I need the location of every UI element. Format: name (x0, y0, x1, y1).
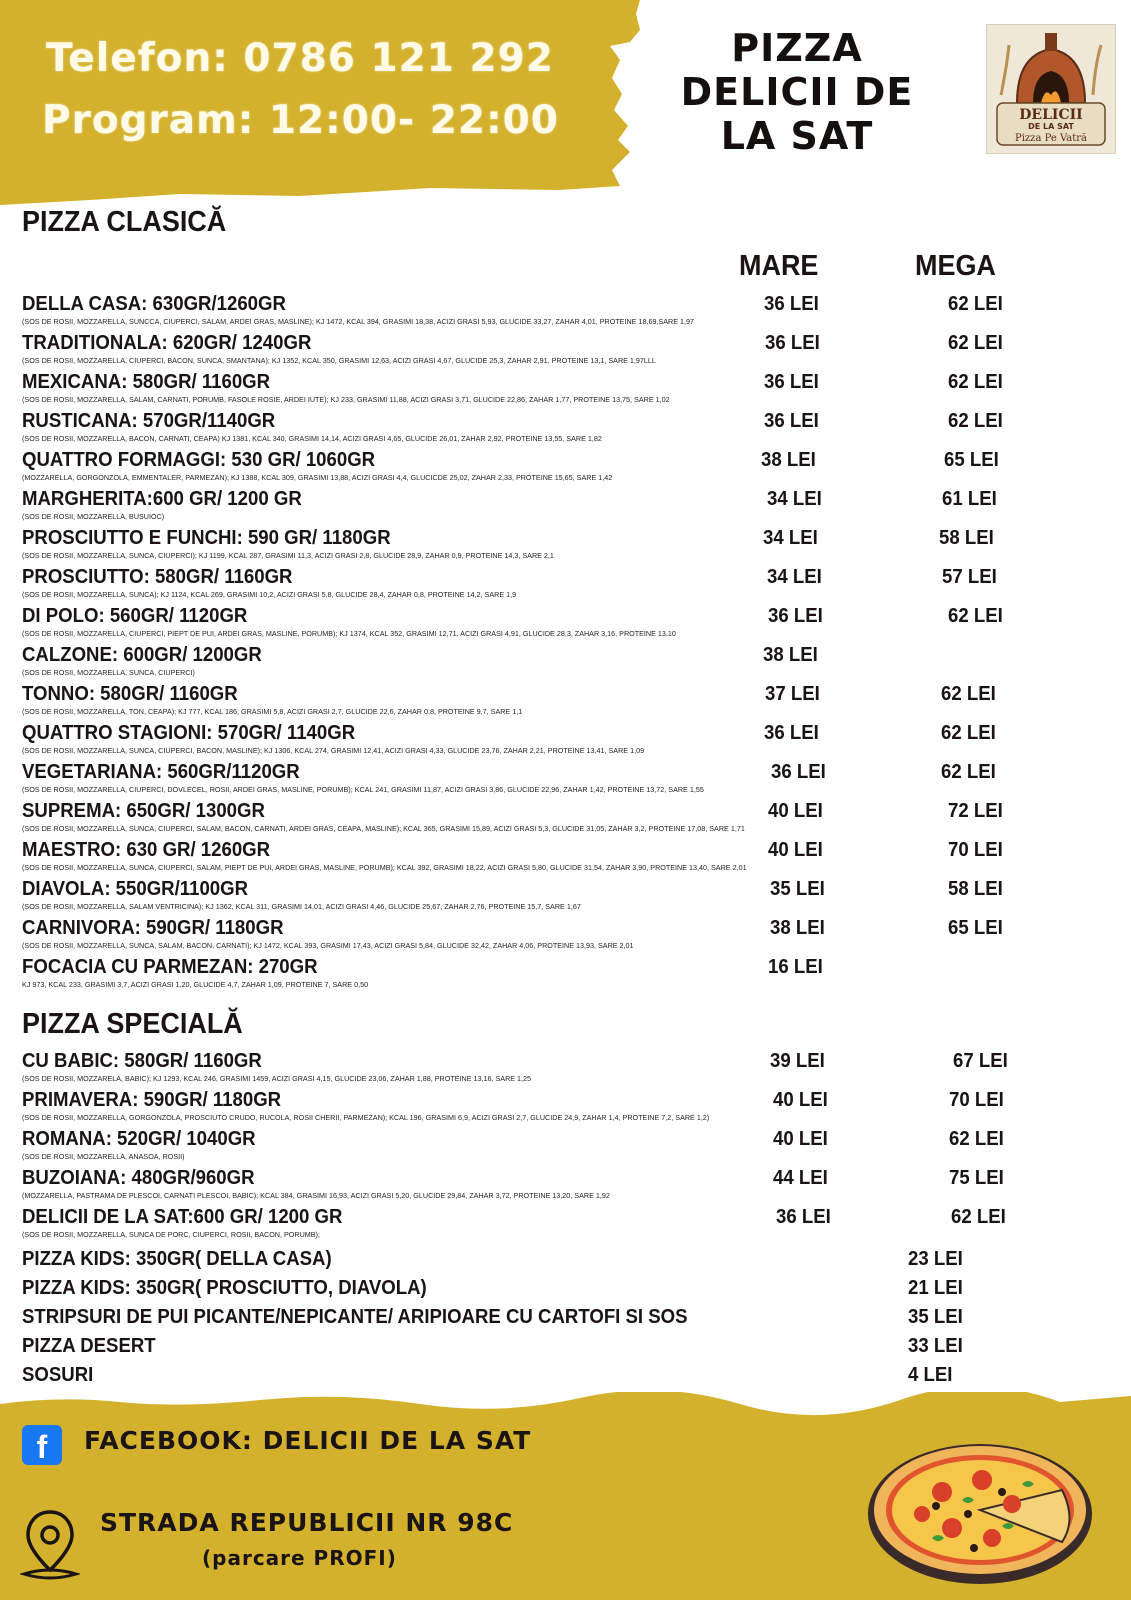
phone-number[interactable]: Telefon: 0786 121 292 (46, 36, 554, 81)
pizza-name: PROSCIUTTO: 580GR/ 1160GR (22, 566, 293, 588)
pizza-clasica-item (22, 878, 1122, 918)
pizza-name: PROSCIUTTO E FUNCHI: 590 GR/ 1180GR (22, 527, 391, 549)
price-mare: 34 LEI (767, 566, 822, 588)
price-mare: 37 LEI (765, 683, 820, 705)
extra-name: PIZZA DESERT (22, 1335, 156, 1357)
price-mega: 65 LEI (944, 449, 999, 471)
pizza-ingredients: (MOZZARELLA, PASTRAMA DE PLESCOI, CARNATI PLESCOI, BABIC); KCAL 384, GRASIMI 16,93, ACIZI GRASI 5,20, GLUCIDE 29,84, ZAHAR 3,72, PROTEINE 13,20, SARE 1,92 (22, 1191, 610, 1200)
price-mega: 62 LEI (948, 410, 1003, 432)
pizza-speciala-item (22, 1167, 1122, 1207)
pizza-name: TRADITIONALA: 620GR/ 1240GR (22, 332, 312, 354)
pizza-ingredients: (SOS DE ROSII, MOZZARELLA, SUNCCA, CIUPERCI, SALAM, ARDEI GRAS, MASLINE); KJ 1472, KCAL 394, GRASIMI 18,38, ACIZI GRASI 5,93, GLUCIDE 33,27, ZAHAR 4,01, PROTEINE 18,69,SARE 1,97 (22, 317, 694, 326)
pizza-name: CALZONE: 600GR/ 1200GR (22, 644, 262, 666)
pizza-ingredients: (SOS DE ROSII, MOZZARELLA, SUNCA); KJ 1124, KCAL 269, GRASIMI 10,2, ACIZI GRASI 5,8, GLUCIDE 28,4, ZAHAR 0,8, PROTEINE 14,2, SARE 1,9 (22, 590, 517, 599)
price-mare: 34 LEI (763, 527, 818, 549)
pizza-name: QUATTRO FORMAGGI: 530 GR/ 1060GR (22, 449, 376, 471)
extra-price: 4 LEI (908, 1364, 953, 1386)
pizza-speciala-item (22, 1206, 1122, 1246)
pizza-ingredients: KJ 973, KCAL 233, GRASIMI 3,7, ACIZI GRASI 1,20, GLUCIDE 4,7, ZAHAR 1,09, PROTEINE 7, SARE 0,50 (22, 980, 369, 989)
extra-name: PIZZA KIDS: 350GR( PROSCIUTTO, DIAVOLA) (22, 1277, 427, 1299)
pizza-name: RUSTICANA: 570GR/1140GR (22, 410, 276, 432)
extra-price: 21 LEI (908, 1277, 963, 1299)
price-mega: 62 LEI (941, 722, 996, 744)
extra-name: STRIPSURI DE PUI PICANTE/NEPICANTE/ ARIPIOARE CU CARTOFI SI SOS (22, 1306, 688, 1328)
price-mare: 38 LEI (763, 644, 818, 666)
parking-note: (parcare PROFI) (202, 1546, 397, 1570)
pizza-ingredients: (SOS DE ROSII, MOZZARELLA, SUNCA, CIUPERCI) (22, 668, 195, 677)
price-mare: 36 LEI (776, 1206, 831, 1228)
price-mega: 62 LEI (949, 1128, 1004, 1150)
pizza-name: BUZOIANA: 480GR/960GR (22, 1167, 255, 1189)
pizza-ingredients: (SOS DE ROSII, MOZZARELLA, GORGONZOLA, PROSCIUTO CRUDO, RUCOLA, ROSII CHERII, PARMEZAN); KCAL 196, GRASIMI 6,9, ACIZI GRASI 2,7, GLUCIDE 24,9, ZAHAR 1,4, PROTEINE 7,2, SARE 1,2) (22, 1113, 710, 1122)
price-mega: 62 LEI (941, 683, 996, 705)
extra-item (22, 1277, 1122, 1303)
price-mega: 72 LEI (948, 800, 1003, 822)
pizza-name: FOCACIA CU PARMEZAN: 270GR (22, 956, 318, 978)
pizza-ingredients: (SOS DE ROSII, MOZZARELA, BABIC); KJ 1293, KCAL 246, GRASIMI 1459, ACIZI GRASI 4,15, GLUCIDE 23,06, ZAHAR 1,88, PROTEINE 13,16, SARE 1,25 (22, 1074, 532, 1083)
pizza-ingredients: (SOS DE ROSII, MOZZARELLA, SUNCA, SALAM, BACON, CARNATI); KJ 1472, KCAL 393, GRASIMI 17,43, ACIZI GRASI 5,84, GLUCIDE 32,42, ZAHAR 4,06, PROTEINE 13,93, SARE 2,01 (22, 941, 634, 950)
price-mega: 61 LEI (942, 488, 997, 510)
pizza-clasica-item (22, 566, 1122, 606)
extra-name: SOSURI (22, 1364, 94, 1386)
pizza-clasica-item (22, 449, 1122, 489)
pizza-clasica-item (22, 761, 1122, 801)
price-mega: 62 LEI (948, 293, 1003, 315)
price-mare: 36 LEI (764, 371, 819, 393)
pizza-name: DIAVOLA: 550GR/1100GR (22, 878, 249, 900)
pizza-clasica-item (22, 605, 1122, 645)
price-mega: 70 LEI (949, 1089, 1004, 1111)
pizza-ingredients: (SOS DE ROSII, MOZZARELLA, TON, CEAPA); KJ 777, KCAL 186, GRASIMI 5,8, ACIZI GRASI 2,7, GLUCIDE 22,6, ZAHAR 0,8, PROTEINE 9,7, SARE 1,1 (22, 707, 523, 716)
column-header-mare: MARE (739, 250, 819, 282)
logo-title-text: DELICII (1019, 107, 1083, 123)
price-mega: 65 LEI (948, 917, 1003, 939)
pizza-speciala-item (22, 1050, 1122, 1090)
pizza-name: MARGHERITA:600 GR/ 1200 GR (22, 488, 302, 510)
pizza-ingredients: (SOS DE ROSII, MOZZARELLA, SALAM, CARNATI, PORUMB, FASOLE ROSIE, ARDEI IUTE); KJ 233, GRASIMI 11,88, ACIZI GRASI 3,71, GLUCIDE 22,86, ZAHAR 1,77, PROTEINE 13,75, SARE 1,02 (22, 395, 670, 404)
pizza-name: SUPREMA: 650GR/ 1300GR (22, 800, 265, 822)
pizza-name: PRIMAVERA: 590GR/ 1180GR (22, 1089, 282, 1111)
price-mare: 36 LEI (765, 332, 820, 354)
pizza-name: CARNIVORA: 590GR/ 1180GR (22, 917, 284, 939)
pizza-clasica-item (22, 644, 1122, 684)
extra-price: 33 LEI (908, 1335, 963, 1357)
price-mare: 34 LEI (767, 488, 822, 510)
address-text: STRADA REPUBLICII NR 98C (100, 1508, 514, 1537)
price-mega: 75 LEI (949, 1167, 1004, 1189)
pizza-name: CU BABIC: 580GR/ 1160GR (22, 1050, 262, 1072)
logo-tagline-text: Pizza Pe Vatră (1014, 133, 1088, 144)
price-mare: 39 LEI (770, 1050, 825, 1072)
section-title-clasica: PIZZA CLASICĂ (22, 206, 227, 238)
pizza-speciala-item (22, 1128, 1122, 1168)
extra-item (22, 1306, 1122, 1332)
extra-item (22, 1335, 1122, 1361)
price-mare: 38 LEI (761, 449, 816, 471)
brand-line-2: DELICII DE (680, 70, 914, 114)
pizza-ingredients: (SOS DE ROSII, MOZZARELLA, SUNCA, CIUPERCI, SALAM, BACON, CARNATI, ARDEI GRAS, CEAPA, MASLINE); KCAL 365, GRASIMI 15,89, ACIZI GRASI 5,3, GLUCIDE 31,05, ZAHAR 3,2, PROTEINE 17,08, SARE 1,71 (22, 824, 745, 833)
pizza-clasica-item (22, 722, 1122, 762)
extra-price: 35 LEI (908, 1306, 963, 1328)
logo-oven-icon (987, 25, 1115, 153)
extra-name: PIZZA KIDS: 350GR( DELLA CASA) (22, 1248, 332, 1270)
pizza-name: MEXICANA: 580GR/ 1160GR (22, 371, 271, 393)
pizza-ingredients: (SOS DE ROSII, MOZZARELLA, CIUPERCI, PIEPT DE PUI, ARDEI GRAS, MASLINE, PORUMB); KJ 1374, KCAL 352, GRASIMI 12,71, ACIZI GRASI 4,91, GLUCIDE 28,3, ZAHAR 3,16, PROTEINE 13,10 (22, 629, 676, 638)
price-mega: 62 LEI (951, 1206, 1006, 1228)
price-mega: 70 LEI (948, 839, 1003, 861)
pizza-clasica-item (22, 527, 1122, 567)
price-mare: 35 LEI (770, 878, 825, 900)
price-mega: 58 LEI (939, 527, 994, 549)
facebook-icon[interactable]: f (22, 1425, 62, 1465)
brand-logo (986, 24, 1116, 154)
pizza-name: DELLA CASA: 630GR/1260GR (22, 293, 286, 315)
pizza-clasica-item (22, 683, 1122, 723)
pizza-ingredients: (SOS DE ROSII, MOZZARELLA, SUNCA, CIUPERCI, SALAM, PIEPT DE PUI, ARDEI GRAS, MASLINE, PORUMB); KCAL 392, GRASIMI 18,22, ACIZI GRASI 5,80, GLUCIDE 31,54, ZAHAR 3,90, PROTEINE 13,40, SARE 2,01 (22, 863, 747, 872)
brand-line-3: LA SAT (720, 114, 874, 158)
price-mega: 62 LEI (948, 371, 1003, 393)
price-mare: 36 LEI (768, 605, 823, 627)
column-header-mega: MEGA (915, 250, 996, 282)
extra-item (22, 1364, 1122, 1390)
price-mare: 36 LEI (764, 410, 819, 432)
price-mare: 40 LEI (773, 1089, 828, 1111)
pizza-ingredients: (SOS DE ROSII, MOZZARELLA, SUNCA DE PORC, CIUPERCI, ROSII, BACON, PORUMB); (22, 1230, 320, 1239)
pizza-clasica-item (22, 839, 1122, 879)
pizza-ingredients: (SOS DE ROSII, MOZZARELLA, CIUPERCI, DOVLECEL, ROSII, ARDEI GRAS, MASLINE, PORUMB); KCAL 241, GRASIMI 11,87, ACIZI GRASI 3,86, GLUCIDE 22,96, ZAHAR 1,42, PROTEINE 13,72, SARE 1,55 (22, 785, 704, 794)
price-mega: 62 LEI (948, 605, 1003, 627)
pizza-ingredients: (SOS DE ROSII, MOZZARELLA, ANASOA, ROSII) (22, 1152, 185, 1161)
pizza-speciala-item (22, 1089, 1122, 1129)
price-mare: 38 LEI (770, 917, 825, 939)
pizza-ingredients: (MOZZARELLA, GORGONZOLA, EMMENTALER, PARMEZAN); KJ 1388, KCAL 309, GRASIMI 13,88, ACIZI GRASI 4,4, GLUCICDE 25,02, ZAHAR 2,33, PROTEINE 15,65, SARE 1,42 (22, 473, 613, 482)
pizza-ingredients: (SOS DE ROSII, MOZZARELLA, SUNCA, CIUPERCI, BACON, MASLINE); KJ 1306, KCAL 274, GRASIMI 12,41, ACIZI GRASI 4,33, GLUCIDE 23,76, ZAHAR 2,21, PROTEINE 13,41, SARE 1,09 (22, 746, 645, 755)
location-pin-icon (20, 1508, 80, 1584)
extra-item (22, 1248, 1122, 1274)
section-title-speciala: PIZZA SPECIALĂ (22, 1008, 243, 1040)
pizza-name: QUATTRO STAGIONI: 570GR/ 1140GR (22, 722, 356, 744)
pizza-illustration (862, 1430, 1112, 1590)
pizza-clasica-item (22, 332, 1122, 372)
pizza-name: VEGETARIANA: 560GR/1120GR (22, 761, 300, 783)
price-mega: 62 LEI (948, 332, 1003, 354)
price-mare: 36 LEI (764, 722, 819, 744)
pizza-clasica-item (22, 800, 1122, 840)
pizza-name: TONNO: 580GR/ 1160GR (22, 683, 238, 705)
price-mare: 40 LEI (773, 1128, 828, 1150)
pizza-clasica-item (22, 371, 1122, 411)
pizza-clasica-item (22, 293, 1122, 333)
pizza-ingredients: (SOS DE ROSII, MOZZARELLA, SALAM VENTRICINA); KJ 1362, KCAL 311, GRASIMI 14,01, ACIZI GRASI 4,46, GLUCIDE 25,67, ZAHAR 2,76, PROTEINE 15,7, SARE 1,67 (22, 902, 581, 911)
extra-price: 23 LEI (908, 1248, 963, 1270)
pizza-ingredients: (SOS DE ROSII, MOZZARELLA, SUNCA, CIUPERCI); KJ 1199, KCAL 287, GRASIMI 11,3, ACIZI GRASI 2,8, GLUCIDE 28,9, ZAHAR 0,9, PROTEINE 14,3, SARE 2,1 (22, 551, 554, 560)
price-mare: 16 LEI (768, 956, 823, 978)
price-mare: 36 LEI (764, 293, 819, 315)
brand-line-1: PIZZA (731, 26, 863, 70)
price-mega: 57 LEI (942, 566, 997, 588)
pizza-clasica-item (22, 410, 1122, 450)
pizza-ingredients: (SOS DE ROSII, MOZZARELLA, BUSUIOC) (22, 512, 165, 521)
pizza-name: DI POLO: 560GR/ 1120GR (22, 605, 248, 627)
price-mega: 62 LEI (941, 761, 996, 783)
logo-subtitle-text: DE LA SAT (1028, 122, 1074, 131)
facebook-page-link[interactable]: FACEBOOK: DELICII DE LA SAT (84, 1426, 532, 1455)
price-mare: 36 LEI (771, 761, 826, 783)
opening-hours: Program: 12:00- 22:00 (42, 98, 559, 143)
price-mega: 58 LEI (948, 878, 1003, 900)
price-mega: 67 LEI (953, 1050, 1008, 1072)
pizza-ingredients: (SOS DE ROSII, MOZZARELLA, CIUPERCI, BACON, SUNCA, SMANTANA); KJ 1352, KCAL 350, GRASIMI 12,63, ACIZI GRASI 4,67, GLUCIDE 25,3, ZAHAR 2,91, PROTEINE 13,1, SARE 1,97LLL (22, 356, 656, 365)
brand-title (662, 26, 932, 158)
price-mare: 40 LEI (768, 839, 823, 861)
pizza-name: DELICII DE LA SAT:600 GR/ 1200 GR (22, 1206, 343, 1228)
pizza-name: ROMANA: 520GR/ 1040GR (22, 1128, 256, 1150)
pizza-clasica-item (22, 917, 1122, 957)
price-mare: 40 LEI (768, 800, 823, 822)
pizza-clasica-item (22, 488, 1122, 528)
pizza-ingredients: (SOS DE ROSII, MOZZARELLA, BACON, CARNATI, CEAPA) KJ 1381, KCAL 340, GRASIMI 14,14, ACIZI GRASI 4,65, GLUCIDE 26,01, ZAHAR 2,92, PROTEINE 13,55, SARE 1,82 (22, 434, 602, 443)
pizza-clasica-item (22, 956, 1122, 996)
price-mare: 44 LEI (773, 1167, 828, 1189)
pizza-name: MAESTRO: 630 GR/ 1260GR (22, 839, 271, 861)
